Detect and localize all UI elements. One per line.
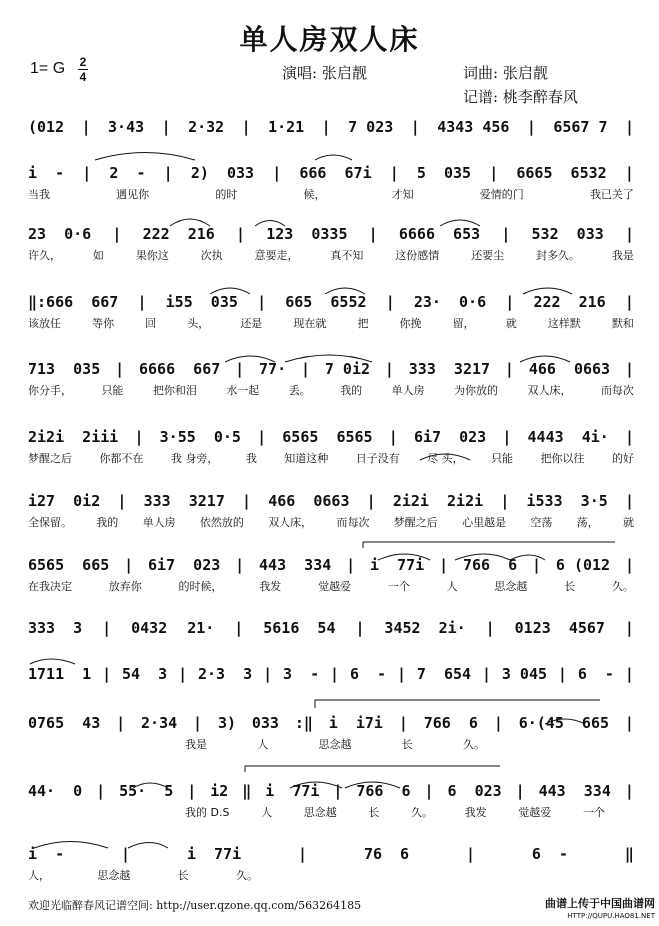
barline: | xyxy=(624,619,634,637)
lyric-word: 久。 xyxy=(235,869,258,882)
note-group: 7 023 xyxy=(348,118,394,136)
note-group: 532 033 xyxy=(531,225,604,243)
note-group: 5 035 xyxy=(416,164,472,182)
barline: | xyxy=(333,782,343,800)
lyric-word: 把 xyxy=(357,317,369,330)
lyric-word: 日子没有 xyxy=(355,452,400,465)
lyric-word: 人， xyxy=(28,869,50,882)
watermark xyxy=(545,898,655,922)
meter-top: 2 xyxy=(79,55,87,69)
note-group: 6666 667 xyxy=(139,360,221,378)
barline: | xyxy=(137,293,147,311)
lyric-word: 还要尘 xyxy=(471,249,505,262)
note-group: 2i2i 2iii xyxy=(28,428,119,446)
lyric-word: 单人房 xyxy=(142,516,176,529)
watermark-main: 曲谱上传于中国曲谱网 xyxy=(545,897,655,910)
note-group: 6565 6565 xyxy=(282,428,373,446)
lyric-word: 依然放的 xyxy=(199,516,244,529)
lyric-word: 你分手， xyxy=(28,384,72,397)
lyric-word: 人 xyxy=(261,806,273,819)
barline: | xyxy=(526,118,536,136)
note-group: 6 - xyxy=(349,665,387,683)
note-group: 6565 665 xyxy=(28,556,110,574)
barline: | xyxy=(300,360,311,378)
lyric-word: 的时候， xyxy=(178,580,223,593)
note-group: 6i7 023 xyxy=(148,556,221,574)
note-group: 0432 xyxy=(131,619,168,637)
note-group: 466 0663 xyxy=(528,360,611,378)
barline: | xyxy=(410,118,420,136)
note-group: 443 334 xyxy=(538,782,611,800)
note-group: 766 6 xyxy=(356,782,411,800)
lyric-word: 思念越 xyxy=(97,869,131,882)
note-group: 3 - xyxy=(283,665,320,683)
lyric-word: 尽 头， xyxy=(427,452,464,465)
note-group: i533 3·5 xyxy=(526,492,608,510)
barline: | xyxy=(346,556,356,574)
lyric-word: 心里越是 xyxy=(462,516,507,529)
note-group: 6665 6532 xyxy=(516,164,607,182)
lyric-word: 我的 D.S xyxy=(185,806,230,819)
barline: | xyxy=(117,492,127,510)
lyric-word: 只能 xyxy=(491,452,514,465)
barline: | xyxy=(234,619,244,637)
note-group: 2) xyxy=(190,164,209,182)
lyric-word: 把你以往 xyxy=(540,452,585,465)
barline: | xyxy=(134,428,144,446)
note-group: 2 - xyxy=(109,164,146,182)
note-group: i 77i xyxy=(370,556,425,574)
lyric-word: 觉越爱 xyxy=(318,580,352,593)
lyric-word: 全保留。 xyxy=(28,516,72,529)
lyric-word: 丢。 xyxy=(288,384,311,397)
note-group: 3452 2i· xyxy=(384,619,466,637)
barline: | xyxy=(241,118,251,136)
lyric-word: 梦醒之后 xyxy=(28,452,72,465)
note-group: 333 3 xyxy=(28,619,83,637)
lyric-word: 的时 xyxy=(215,188,238,201)
barline: | xyxy=(115,360,125,378)
lyric-word: 我是 xyxy=(185,738,207,751)
lyric-word: 我的 xyxy=(96,516,119,529)
barline: | xyxy=(489,164,499,182)
note-group: 6 - xyxy=(531,845,569,863)
note-group: 123 0335 xyxy=(266,225,348,243)
lyric-word: 单人房 xyxy=(391,384,425,397)
barline: | xyxy=(330,665,340,683)
lyric-word: 就 xyxy=(622,516,634,529)
lyric-word: 而每次 xyxy=(600,384,634,397)
lyric-word: 遇见你 xyxy=(116,188,150,201)
lyric-word: 意要走， xyxy=(254,249,299,262)
note-group: 222 216 xyxy=(142,225,215,243)
lyric-word: 久。 xyxy=(463,738,485,751)
lyric-word: 人 xyxy=(446,580,458,593)
barline: | xyxy=(624,665,634,683)
lyric-word: 封多久。 xyxy=(536,249,580,262)
note-group: 21· xyxy=(187,619,215,637)
note-group: 466 0663 xyxy=(268,492,350,510)
note-group: 6i7 023 xyxy=(413,428,487,446)
barline: | xyxy=(257,293,267,311)
barline: | xyxy=(124,556,134,574)
lyric-word: 才知 xyxy=(391,188,414,201)
lyric-word: 候， xyxy=(303,188,326,201)
lyric-word: 久。 xyxy=(611,580,634,593)
note-group: 333 3217 xyxy=(143,492,225,510)
lyric-word: 在我决定 xyxy=(28,580,72,593)
barline: | xyxy=(624,714,634,732)
lyric-word: 现在就 xyxy=(293,317,327,330)
note-group: 55· 5 xyxy=(119,782,174,800)
lyric-word: 果你这 xyxy=(135,249,169,262)
barline: | xyxy=(624,492,634,510)
lyric-word: 我发 xyxy=(259,580,282,593)
lyric-word: 荡， xyxy=(576,516,599,529)
lyric-word: 我发 xyxy=(464,806,487,819)
barline: | xyxy=(257,428,267,446)
barline: | xyxy=(242,492,252,510)
note-group: 3·43 xyxy=(108,118,145,136)
barline: | xyxy=(193,714,203,732)
lyric-word: 为你放的 xyxy=(454,384,499,397)
note-group: 76 6 xyxy=(363,845,410,863)
barline: | xyxy=(102,665,112,683)
lyric-word: 该放任 xyxy=(28,317,61,330)
note-group: 2i2i 2i2i xyxy=(392,492,484,510)
lyric-word: 思念越 xyxy=(303,806,337,819)
barline: :‖ xyxy=(294,714,313,732)
note-group: 3 045 xyxy=(501,665,548,683)
note-group: 6 - xyxy=(577,665,614,683)
barline: | xyxy=(396,665,406,683)
lyric-word: 如 xyxy=(92,249,104,262)
note-group: 2·32 xyxy=(188,118,225,136)
barline: | xyxy=(493,714,503,732)
note-group: 6 023 xyxy=(447,782,502,800)
lyric-word: 梦醒之后 xyxy=(393,516,438,529)
barline: | xyxy=(465,845,476,863)
barline: | xyxy=(624,225,634,243)
barline: | xyxy=(624,428,634,446)
note-group: 666 67i xyxy=(299,164,372,182)
note-group: 7 654 xyxy=(416,665,472,683)
lyric-word: 就 xyxy=(505,317,517,330)
barline: | xyxy=(235,360,245,378)
lyric-word: 你挽 xyxy=(399,317,422,330)
note-group: 6567 7 xyxy=(553,118,608,136)
barline: ‖ xyxy=(624,845,634,863)
barline: | xyxy=(355,619,365,637)
barline: | xyxy=(272,164,282,182)
note-group: i - xyxy=(28,164,65,182)
barline: | xyxy=(502,428,512,446)
lyric-word: 人 xyxy=(257,738,269,751)
note-group: 766 6 xyxy=(462,556,518,574)
barline: | xyxy=(624,293,634,311)
lyric-word: 长 xyxy=(564,580,576,593)
note-group: i - xyxy=(28,845,65,863)
transcriber-credit: 记谱: 桃李醉春风 xyxy=(463,88,578,106)
lyric-word: 长 xyxy=(368,806,380,819)
barline: | xyxy=(398,714,408,732)
note-group: 4443 4i· xyxy=(527,428,609,446)
lyric-word: 我 xyxy=(245,452,257,465)
barline: | xyxy=(236,225,246,243)
lyric-word: 默和 xyxy=(611,317,634,330)
lyric-word: 爱情的门 xyxy=(479,188,524,201)
barline: | xyxy=(178,665,188,683)
barline: | xyxy=(485,619,495,637)
lyric-word: 次执 xyxy=(200,249,223,262)
barline: | xyxy=(385,293,395,311)
barline: | xyxy=(82,164,92,182)
note-group: 3·55 0·5 xyxy=(159,428,241,446)
note-group: 1·21 xyxy=(268,118,305,136)
note-group: 713 035 xyxy=(28,360,101,378)
lyric-word: 我已关了 xyxy=(589,188,634,201)
barline: | xyxy=(96,782,106,800)
lyric-word: 长 xyxy=(177,869,189,882)
barline: | xyxy=(187,782,197,800)
lyric-word: 还是 xyxy=(240,317,263,330)
note-group: 44· 0 xyxy=(28,782,83,800)
barline: | xyxy=(389,164,399,182)
barline: ‖ xyxy=(242,782,252,800)
note-group: i27 0i2 xyxy=(28,492,101,510)
barline: | xyxy=(501,225,511,243)
lyric-word: 回 xyxy=(145,317,157,330)
lyric-word: 我的 xyxy=(340,384,363,397)
note-group: 033 xyxy=(227,164,255,182)
lyric-word: 我是 xyxy=(611,249,634,262)
barline: | xyxy=(121,845,131,863)
lyric-word: 一个 xyxy=(582,806,605,819)
barline: | xyxy=(424,782,434,800)
note-group: i i7i xyxy=(328,714,383,732)
barline: | xyxy=(163,164,173,182)
note-group: 3) xyxy=(217,714,236,732)
barline: | xyxy=(515,782,525,800)
barline: | xyxy=(557,665,567,683)
note-group: 5616 54 xyxy=(263,619,336,637)
note-group: 54 3 xyxy=(122,665,168,683)
note-group: 2·3 3 xyxy=(198,665,253,683)
key-signature: 1= G xyxy=(30,60,66,77)
barline: | xyxy=(500,492,510,510)
barline: | xyxy=(388,428,398,446)
note-group: 333 3217 xyxy=(408,360,491,378)
barline: | xyxy=(116,714,126,732)
lyric-word: 这份感情 xyxy=(395,249,440,262)
lyric-word: 觉越爱 xyxy=(518,806,552,819)
barline: | xyxy=(384,360,394,378)
note-group: (012 xyxy=(28,118,65,136)
barline: | xyxy=(112,225,122,243)
note-group: i 77i xyxy=(186,845,242,863)
barline: | xyxy=(481,665,491,683)
lyric-word: 长 xyxy=(401,738,413,751)
note-group: 7 0i2 xyxy=(324,360,371,378)
note-group: i 77i xyxy=(265,782,320,800)
note-group: i2 xyxy=(210,782,229,800)
lyric-word: 留， xyxy=(452,317,475,330)
singer-credit: 演唱: 张启靓 xyxy=(282,64,367,82)
barline: | xyxy=(102,619,112,637)
lyric-word: 双人床， xyxy=(268,516,313,529)
barline: | xyxy=(366,492,376,510)
note-group: 222 216 xyxy=(533,293,606,311)
barline: | xyxy=(81,118,91,136)
lyric-word: 久。 xyxy=(411,806,434,819)
note-group: 77· xyxy=(259,360,287,378)
watermark-sub: HTTP://QUPU.HAO81.NET xyxy=(567,912,655,920)
lyric-word: 水一起 xyxy=(226,384,260,397)
barline: | xyxy=(624,164,634,182)
lyric-word: 知道这种 xyxy=(284,452,329,465)
lyric-word: 空荡 xyxy=(530,516,553,529)
note-group: 23 0·6 xyxy=(28,225,92,243)
note-group: 23· 0·6 xyxy=(413,293,487,311)
barline: | xyxy=(321,118,331,136)
note-group: 0765 43 xyxy=(28,714,101,732)
barline: | xyxy=(505,293,515,311)
lyric-word: 思念越 xyxy=(494,580,528,593)
barline: | xyxy=(624,360,634,378)
barline: | xyxy=(235,556,245,574)
note-group: 0123 4567 xyxy=(514,619,605,637)
barline: | xyxy=(298,845,308,863)
lyric-word: 只能 xyxy=(101,384,124,397)
barline: | xyxy=(263,665,273,683)
barline: | xyxy=(161,118,171,136)
barline: | xyxy=(504,360,514,378)
note-group: 4343 456 xyxy=(437,118,510,136)
lyric-word: 双人床， xyxy=(527,384,572,397)
lyric-word: 我 身旁， xyxy=(170,452,219,465)
note-group: 665 6552 xyxy=(285,293,367,311)
lyric-word: 把你和泪 xyxy=(152,384,197,397)
note-group: 6·(45 665 xyxy=(518,714,610,732)
note-group: 6666 653 xyxy=(398,225,481,243)
note-group: 1711 1 xyxy=(28,665,92,683)
lyric-word: 你都不在 xyxy=(99,452,144,465)
note-group: 2·34 xyxy=(141,714,178,732)
lyric-word: 这样默 xyxy=(547,317,581,330)
barline: | xyxy=(624,556,634,574)
footer-text: 欢迎光临醉春风记谱空间: http://user.qzone.qq.com/563264185 xyxy=(28,899,362,912)
lyric-word: 许久， xyxy=(28,249,61,262)
lyric-word: 放弃你 xyxy=(108,580,142,593)
meter-bottom: 4 xyxy=(79,70,87,84)
page-title: 单人房双人床 xyxy=(239,23,420,56)
note-group: 033 xyxy=(251,714,279,732)
lyric-word: 一个 xyxy=(387,580,410,593)
lyric-word: 真不知 xyxy=(330,249,364,262)
lyric-word: 等你 xyxy=(92,317,115,330)
lyric-word: 而每次 xyxy=(336,516,370,529)
note-group: i55 035 xyxy=(165,293,238,311)
note-group: 443 334 xyxy=(259,556,332,574)
note-group: 766 6 xyxy=(423,714,478,732)
lyric-word: 头， xyxy=(187,317,210,330)
note-group: ‖:666 667 xyxy=(28,293,119,311)
barline: | xyxy=(624,782,634,800)
lyric-word: 当我 xyxy=(28,188,50,201)
barline: | xyxy=(368,225,378,243)
barline: | xyxy=(439,556,449,574)
barline: | xyxy=(532,556,542,574)
writer-credit: 词曲: 张启靓 xyxy=(463,64,548,82)
barline: | xyxy=(624,118,634,136)
lyric-word: 的好 xyxy=(611,452,634,465)
lyric-word: 思念越 xyxy=(318,738,352,751)
note-group: 6 (012 xyxy=(555,556,611,574)
